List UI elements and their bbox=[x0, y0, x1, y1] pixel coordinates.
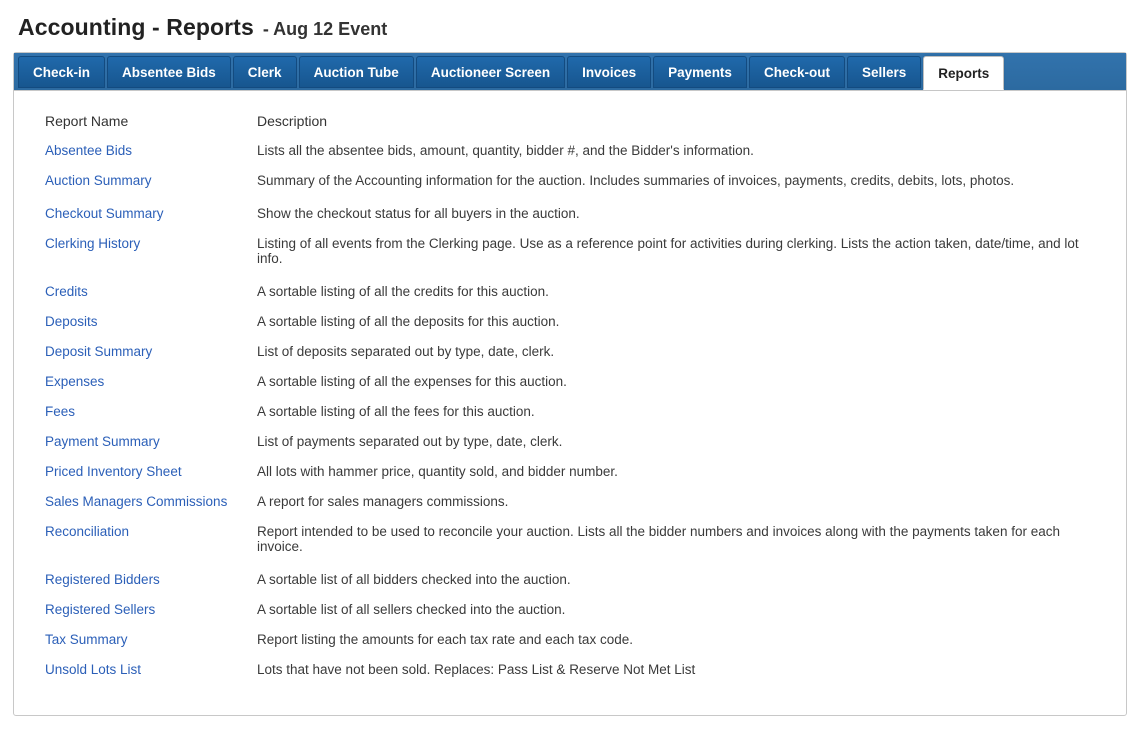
report-name-cell bbox=[14, 284, 257, 314]
report-name-cell bbox=[14, 632, 257, 662]
table-row bbox=[14, 464, 1126, 494]
report-description-cell: A sortable listing of all the deposits for this auction. bbox=[257, 314, 560, 329]
report-name-cell bbox=[14, 662, 257, 692]
table-row bbox=[14, 524, 1126, 572]
report-link[interactable]: Sales Managers Commissions bbox=[45, 494, 228, 509]
report-description-cell: A sortable listing of all the credits for this auction. bbox=[257, 284, 549, 299]
report-description-cell: Report listing the amounts for each tax rate and each tax code. bbox=[257, 632, 633, 647]
tab-payments[interactable]: Payments bbox=[653, 56, 747, 88]
table-row bbox=[14, 173, 1126, 206]
report-link[interactable]: Registered Bidders bbox=[45, 572, 160, 587]
report-description-cell: Summary of the Accounting information for the auction. Includes summaries of invoices, payments, credits, debits, lots, photos. bbox=[257, 173, 1015, 188]
tab-auctioneer-screen[interactable]: Auctioneer Screen bbox=[416, 56, 565, 88]
tab-check-out[interactable]: Check-out bbox=[749, 56, 845, 88]
report-name-cell bbox=[14, 374, 257, 404]
report-link[interactable]: Registered Sellers bbox=[45, 602, 156, 617]
table-row bbox=[14, 314, 1126, 344]
report-name-cell bbox=[14, 434, 257, 464]
report-name-cell bbox=[14, 143, 257, 173]
tab-clerk[interactable]: Clerk bbox=[233, 56, 297, 88]
report-description-cell: Lists all the absentee bids, amount, quantity, bidder #, and the Bidder's information. bbox=[257, 143, 754, 158]
report-link[interactable]: Deposits bbox=[45, 314, 98, 329]
report-name-cell bbox=[14, 464, 257, 494]
table-row bbox=[14, 143, 1126, 173]
tab-auction-tube[interactable]: Auction Tube bbox=[299, 56, 414, 88]
tab-absentee-bids[interactable]: Absentee Bids bbox=[107, 56, 231, 88]
report-description-cell: All lots with hammer price, quantity sold, and bidder number. bbox=[257, 464, 618, 479]
page-header bbox=[0, 0, 1140, 51]
report-link[interactable]: Checkout Summary bbox=[45, 206, 164, 221]
column-header-report-name: Report Name bbox=[45, 113, 129, 129]
page-title: Accounting - Reports bbox=[18, 14, 254, 40]
report-link[interactable]: Clerking History bbox=[45, 236, 141, 251]
tab-invoices[interactable]: Invoices bbox=[567, 56, 651, 88]
report-name-cell bbox=[14, 314, 257, 344]
report-link[interactable]: Tax Summary bbox=[45, 632, 128, 647]
report-link[interactable]: Auction Summary bbox=[45, 173, 152, 188]
report-description-cell: A sortable list of all bidders checked into the auction. bbox=[257, 572, 571, 587]
report-name-cell bbox=[14, 524, 257, 572]
table-row bbox=[14, 494, 1126, 524]
table-row bbox=[14, 344, 1126, 374]
report-link[interactable]: Absentee Bids bbox=[45, 143, 133, 158]
tab-bar bbox=[14, 53, 1126, 91]
table-row bbox=[14, 206, 1126, 236]
column-header-description: Description bbox=[257, 113, 328, 129]
table-row bbox=[14, 572, 1126, 602]
reports-panel bbox=[13, 52, 1127, 716]
reports-table-body bbox=[14, 143, 1126, 692]
table-row bbox=[14, 236, 1126, 284]
table-row bbox=[14, 602, 1126, 632]
table-row bbox=[14, 632, 1126, 662]
report-link[interactable]: Credits bbox=[45, 284, 88, 299]
report-link[interactable]: Priced Inventory Sheet bbox=[45, 464, 182, 479]
report-name-cell bbox=[14, 494, 257, 524]
report-name-cell bbox=[14, 572, 257, 602]
reports-content bbox=[14, 91, 1126, 692]
report-description-cell: Lots that have not been sold. Replaces: Pass List & Reserve Not Met List bbox=[257, 662, 696, 677]
table-row bbox=[14, 662, 1126, 692]
report-link[interactable]: Fees bbox=[45, 404, 76, 419]
page-subtitle: - Aug 12 Event bbox=[262, 19, 388, 39]
report-description-cell: A sortable list of all sellers checked into the auction. bbox=[257, 602, 566, 617]
report-link[interactable]: Deposit Summary bbox=[45, 344, 153, 359]
table-row bbox=[14, 404, 1126, 434]
report-description-cell: A sortable listing of all the expenses for this auction. bbox=[257, 374, 567, 389]
report-description-cell: Report intended to be used to reconcile your auction. Lists all the bidder numbers and invoices along with the payments taken for each invoice. bbox=[257, 524, 1060, 554]
report-description-cell: A report for sales managers commissions. bbox=[257, 494, 509, 509]
table-row bbox=[14, 434, 1126, 464]
reports-table-head bbox=[14, 111, 1126, 143]
report-link[interactable]: Expenses bbox=[45, 374, 105, 389]
report-name-cell bbox=[14, 206, 257, 236]
report-description-cell: List of deposits separated out by type, date, clerk. bbox=[257, 344, 555, 359]
report-description-cell: Listing of all events from the Clerking page. Use as a reference point for activities during clerking. Lists the action taken, date/time, and lot info. bbox=[257, 236, 1079, 266]
report-description-cell: A sortable listing of all the fees for this auction. bbox=[257, 404, 535, 419]
table-row bbox=[14, 374, 1126, 404]
report-name-cell bbox=[14, 173, 257, 206]
report-description-cell: List of payments separated out by type, date, clerk. bbox=[257, 434, 563, 449]
report-link[interactable]: Unsold Lots List bbox=[45, 662, 142, 677]
report-name-cell bbox=[14, 404, 257, 434]
report-link[interactable]: Reconciliation bbox=[45, 524, 130, 539]
report-name-cell bbox=[14, 344, 257, 374]
report-name-cell bbox=[14, 236, 257, 284]
table-row bbox=[14, 284, 1126, 314]
reports-table bbox=[14, 111, 1126, 692]
report-description-cell: Show the checkout status for all buyers in the auction. bbox=[257, 206, 580, 221]
tab-check-in[interactable]: Check-in bbox=[18, 56, 105, 88]
tab-reports[interactable]: Reports bbox=[923, 56, 1004, 90]
tab-sellers[interactable]: Sellers bbox=[847, 56, 921, 88]
report-link[interactable]: Payment Summary bbox=[45, 434, 160, 449]
table-header-row bbox=[14, 111, 1126, 143]
report-name-cell bbox=[14, 602, 257, 632]
